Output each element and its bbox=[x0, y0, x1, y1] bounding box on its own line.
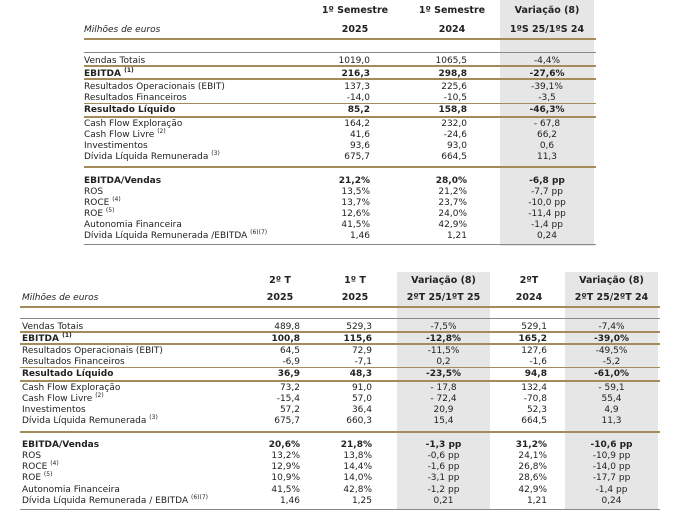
value-variation-y: -39,0% bbox=[594, 334, 629, 344]
value-2t-2024: -70,8 bbox=[523, 394, 547, 404]
row-label: Autonomia Financeira bbox=[84, 220, 182, 230]
value-variation: -1,4 pp bbox=[531, 220, 563, 230]
table-row bbox=[0, 473, 684, 484]
row-label: EBITDA $^{(1)}$ bbox=[84, 67, 134, 79]
row-label: Dívida Líquida Remunerada $^{(3)}$ bbox=[22, 414, 158, 426]
value-variation-q: -12,8% bbox=[426, 334, 461, 344]
row-label: Resultados Financeiros bbox=[22, 357, 125, 367]
value-variation-y: 55,4 bbox=[601, 394, 622, 404]
value-1s-2025: -14,0 bbox=[346, 93, 370, 103]
row-label: Cash Flow Exploração bbox=[84, 119, 183, 129]
value-1s-2025: 12,6% bbox=[341, 209, 370, 219]
row-label: Resultado Líquido bbox=[84, 105, 176, 115]
value-1s-2024: 23,7% bbox=[438, 198, 467, 208]
value-1s-2024: 24,0% bbox=[438, 209, 467, 219]
value-2t-2025: 64,5 bbox=[279, 346, 300, 356]
header-variation-top: Variação (8) bbox=[514, 5, 580, 16]
value-variation-q: - 17,8 bbox=[430, 383, 457, 393]
table-row bbox=[0, 357, 684, 368]
header-variation-y-top: Variação (8) bbox=[579, 275, 644, 286]
value-variation-y: -5,2 bbox=[602, 357, 621, 367]
value-variation-y: -7,4% bbox=[598, 322, 625, 332]
header-1t-2025-bottom: 2025 bbox=[341, 292, 369, 303]
value-1s-2024: 158,8 bbox=[438, 105, 467, 115]
value-variation-q: - 72,4 bbox=[430, 394, 457, 404]
row-label: Cash Flow Livre $^{(2)}$ bbox=[84, 128, 166, 140]
table-row bbox=[0, 496, 684, 507]
value-1s-2025: 1,46 bbox=[349, 231, 370, 241]
table-row bbox=[0, 346, 684, 357]
value-2t-2024: 42,9% bbox=[518, 485, 547, 495]
value-variation: -6,8 pp bbox=[529, 176, 565, 186]
value-2t-2025: 57,2 bbox=[279, 405, 300, 415]
value-2t-2024: 132,4 bbox=[521, 383, 547, 393]
value-variation: -7,7 pp bbox=[531, 187, 563, 197]
value-2t-2024: 24,1% bbox=[518, 451, 547, 461]
value-1s-2025: 85,2 bbox=[347, 105, 370, 115]
value-variation: 66,2 bbox=[536, 130, 558, 140]
value-1t-2025: 72,9 bbox=[351, 346, 372, 356]
row-label: ROCE $^{(4)}$ bbox=[84, 196, 121, 208]
row-label: Dívida Líquida Remunerada / EBITDA $^{(6)(7)}$ bbox=[22, 494, 208, 506]
value-variation: 11,3 bbox=[536, 152, 558, 162]
row-label: Cash Flow Livre $^{(2)}$ bbox=[22, 392, 104, 404]
table-row bbox=[0, 462, 684, 473]
value-1t-2025: 48,3 bbox=[349, 369, 372, 379]
row-label: Vendas Totais bbox=[84, 56, 146, 66]
value-variation-y: -14,0 pp bbox=[592, 462, 631, 472]
value-1t-2025: 1,25 bbox=[351, 496, 372, 506]
value-2t-2025: 20,6% bbox=[268, 440, 300, 450]
row-label: Resultados Financeiros bbox=[84, 93, 187, 103]
value-variation-y: -61,0% bbox=[594, 369, 629, 379]
row-label: ROE $^{(5)}$ bbox=[22, 471, 53, 483]
header-2t-2025-bottom: 2025 bbox=[266, 292, 294, 303]
table-row bbox=[0, 485, 684, 496]
value-variation: 0,6 bbox=[539, 141, 555, 151]
value-1t-2025: 13,8% bbox=[343, 451, 372, 461]
table-row bbox=[0, 440, 684, 451]
value-1s-2025: 21,2% bbox=[338, 176, 370, 186]
value-2t-2024: 28,6% bbox=[518, 473, 547, 483]
value-1s-2025: 675,7 bbox=[344, 152, 370, 162]
value-variation-y: -1,4 pp bbox=[595, 485, 628, 495]
value-2t-2025: 13,2% bbox=[271, 451, 300, 461]
header-1s-2025-bottom: 2025 bbox=[341, 24, 369, 35]
value-1s-2024: 1065,5 bbox=[435, 56, 467, 66]
value-1s-2024: 21,2% bbox=[438, 187, 467, 197]
value-1s-2025: 13,7% bbox=[341, 198, 370, 208]
header-variation-q-bottom: 2ºT 25/1ºT 25 bbox=[406, 292, 481, 303]
table-row bbox=[0, 322, 684, 333]
row-label: Autonomia Financeira bbox=[22, 485, 120, 495]
value-1s-2025: 1019,0 bbox=[338, 56, 370, 66]
value-variation-q: -0,6 pp bbox=[427, 451, 460, 461]
value-1s-2025: 13,5% bbox=[341, 187, 370, 197]
value-1s-2024: 298,8 bbox=[438, 69, 467, 79]
value-2t-2025: 10,9% bbox=[271, 473, 300, 483]
value-variation-q: -1,6 pp bbox=[427, 462, 460, 472]
units-label-2: Milhões de euros bbox=[22, 293, 99, 303]
value-2t-2024: -1,6 bbox=[529, 357, 547, 367]
value-1t-2025: 115,6 bbox=[343, 334, 372, 344]
row-label: Resultados Operacionais (EBIT) bbox=[84, 82, 225, 92]
value-2t-2024: 26,8% bbox=[518, 462, 547, 472]
value-1s-2024: 93,0 bbox=[446, 141, 467, 151]
value-2t-2024: 1,21 bbox=[526, 496, 547, 506]
value-variation-y: -10,6 pp bbox=[590, 440, 633, 450]
header-2t-2024-top: 2ºT bbox=[519, 275, 539, 286]
row-label: Resultado Líquido bbox=[22, 369, 114, 379]
value-variation-y: 11,3 bbox=[601, 416, 622, 426]
units-label: Milhões de euros bbox=[84, 25, 161, 35]
value-variation-q: -7,5% bbox=[430, 322, 457, 332]
table-row bbox=[0, 394, 684, 405]
value-2t-2024: 529,1 bbox=[521, 322, 547, 332]
value-variation-y: -49,5% bbox=[595, 346, 628, 356]
row-label: EBITDA/Vendas bbox=[22, 440, 100, 450]
value-1s-2025: 93,6 bbox=[349, 141, 370, 151]
row-label: ROS bbox=[22, 451, 42, 461]
row-label: ROS bbox=[84, 187, 104, 197]
row-label: EBITDA/Vendas bbox=[84, 176, 162, 186]
value-variation: -27,6% bbox=[529, 69, 565, 79]
value-variation: -3,5 bbox=[538, 93, 556, 103]
value-1s-2024: 664,5 bbox=[441, 152, 467, 162]
value-variation-q: -3,1 pp bbox=[427, 473, 460, 483]
value-variation: - 67,8 bbox=[533, 119, 561, 129]
value-2t-2025: 100,8 bbox=[271, 334, 300, 344]
value-2t-2025: -15,4 bbox=[276, 394, 300, 404]
table-row bbox=[0, 405, 684, 416]
value-1t-2025: 14,0% bbox=[343, 473, 372, 483]
value-1t-2025: 36,4 bbox=[351, 405, 372, 415]
value-1t-2025: 14,4% bbox=[343, 462, 372, 472]
value-variation: 0,24 bbox=[536, 231, 558, 241]
value-1s-2024: 28,0% bbox=[435, 176, 467, 186]
header-variation-bottom: 1ºS 25/1ºS 24 bbox=[509, 24, 585, 35]
value-variation-y: -10,9 pp bbox=[592, 451, 631, 461]
value-2t-2025: 36,9 bbox=[277, 369, 300, 379]
value-variation-q: -1,3 pp bbox=[425, 440, 462, 450]
value-variation-q: -11,5% bbox=[427, 346, 460, 356]
row-label: ROCE $^{(4)}$ bbox=[22, 460, 59, 472]
value-variation: -11,4 pp bbox=[528, 209, 566, 219]
value-1s-2025: 41,6 bbox=[349, 130, 370, 140]
row-label: EBITDA $^{(1)}$ bbox=[22, 332, 72, 344]
header-2t-2024-bottom: 2024 bbox=[515, 292, 543, 303]
value-variation: -46,3% bbox=[529, 105, 565, 115]
value-2t-2025: 73,2 bbox=[279, 383, 300, 393]
value-2t-2024: 94,8 bbox=[524, 369, 547, 379]
row-label: Resultados Operacionais (EBIT) bbox=[22, 346, 163, 356]
value-2t-2025: -6,9 bbox=[282, 357, 300, 367]
value-variation-q: 0,2 bbox=[436, 357, 451, 367]
value-variation: -39,1% bbox=[531, 82, 563, 92]
value-1s-2024: -24,6 bbox=[443, 130, 467, 140]
value-2t-2024: 165,2 bbox=[518, 334, 547, 344]
value-variation-q: 20,9 bbox=[433, 405, 454, 415]
value-1s-2025: 164,2 bbox=[344, 119, 370, 129]
value-variation: -4,4% bbox=[533, 56, 561, 66]
table-row bbox=[0, 416, 684, 427]
value-1s-2025: 137,3 bbox=[344, 82, 370, 92]
row-label: ROE $^{(5)}$ bbox=[84, 207, 115, 219]
header-1s-2024-top: 1º Semestre bbox=[418, 5, 486, 16]
value-variation-y: 4,9 bbox=[604, 405, 619, 415]
row-label: Cash Flow Exploração bbox=[22, 383, 121, 393]
row-label: Dívida Líquida Remunerada /EBITDA $^{(6)(7)}$ bbox=[84, 229, 268, 241]
value-1s-2025: 216,3 bbox=[341, 69, 370, 79]
header-1t-2025-top: 1º T bbox=[344, 275, 366, 286]
header-variation-y-bottom: 2ºT 25/2ºT 24 bbox=[574, 292, 649, 303]
value-2t-2025: 675,7 bbox=[274, 416, 300, 426]
value-1t-2025: 660,3 bbox=[346, 416, 372, 426]
value-1t-2025: -7,1 bbox=[354, 357, 372, 367]
value-2t-2025: 1,46 bbox=[279, 496, 300, 506]
value-variation-q: -1,2 pp bbox=[427, 485, 460, 495]
row-label: Dívida Líquida Remunerada $^{(3)}$ bbox=[84, 150, 220, 162]
value-2t-2024: 31,2% bbox=[515, 440, 547, 450]
value-1t-2025: 42,8% bbox=[343, 485, 372, 495]
value-2t-2025: 12,9% bbox=[271, 462, 300, 472]
value-2t-2024: 127,6 bbox=[521, 346, 547, 356]
value-1s-2024: 42,9% bbox=[438, 220, 467, 230]
header-1s-2024-bottom: 2024 bbox=[438, 24, 466, 35]
value-variation-y: -17,7 pp bbox=[592, 473, 631, 483]
value-variation: -10,0 pp bbox=[528, 198, 566, 208]
value-variation-q: 15,4 bbox=[433, 416, 454, 426]
value-1s-2024: -10,5 bbox=[443, 93, 467, 103]
value-1t-2025: 21,8% bbox=[340, 440, 372, 450]
value-1t-2025: 529,3 bbox=[346, 322, 372, 332]
value-variation-y: - 59,1 bbox=[598, 383, 625, 393]
table-row bbox=[0, 334, 684, 345]
value-2t-2025: 41,5% bbox=[271, 485, 300, 495]
header-1s-2025-top: 1º Semestre bbox=[321, 5, 389, 16]
row-label: Investimentos bbox=[22, 405, 86, 415]
value-2t-2025: 489,8 bbox=[274, 322, 300, 332]
row-label: Vendas Totais bbox=[22, 322, 84, 332]
header-variation-q-top: Variação (8) bbox=[411, 275, 476, 286]
row-label: Investimentos bbox=[84, 141, 148, 151]
table-row bbox=[0, 451, 684, 462]
value-1s-2024: 232,0 bbox=[441, 119, 467, 129]
header-2t-2025-top: 2º T bbox=[269, 275, 291, 286]
value-1s-2024: 1,21 bbox=[446, 231, 467, 241]
value-1s-2025: 41,5% bbox=[341, 220, 370, 230]
value-2t-2024: 52,3 bbox=[526, 405, 547, 415]
value-variation-q: 0,21 bbox=[433, 496, 454, 506]
value-2t-2024: 664,5 bbox=[521, 416, 547, 426]
value-1s-2024: 225,6 bbox=[441, 82, 467, 92]
value-1t-2025: 91,0 bbox=[351, 383, 372, 393]
value-variation-y: 0,24 bbox=[601, 496, 622, 506]
value-variation-q: -23,5% bbox=[426, 369, 461, 379]
table-row bbox=[0, 369, 684, 380]
value-1t-2025: 57,0 bbox=[351, 394, 372, 404]
